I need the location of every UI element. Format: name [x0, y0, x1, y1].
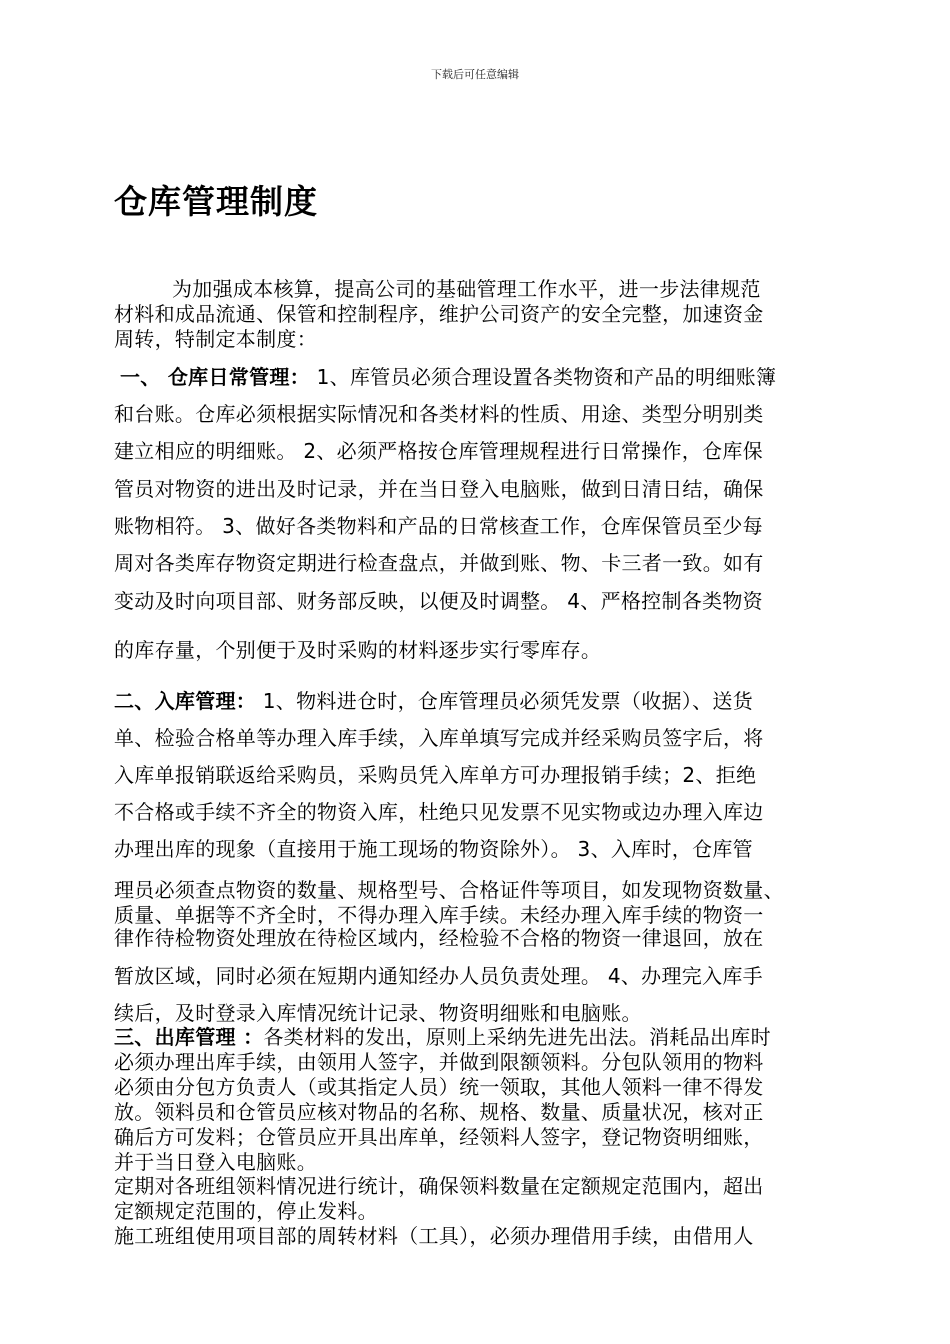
paragraph-line: 不合格或手续不齐全的物资入库，杜绝只见发票不见实物或边办理入库边	[114, 800, 764, 824]
paragraph-text: 各类材料的发出，原则上采纳先进先出法。消耗品出库时	[263, 1025, 771, 1049]
paragraph-line: 施工班组使用项目部的周转材料（工具），必须办理借用手续，由借用人	[114, 1224, 754, 1248]
paragraph-line: 质量、单据等不齐全时，不得办理入库手续。未经办理入库手续的物资一	[114, 903, 764, 927]
paragraph-line: 放。领料员和仓管员应核对物品的名称、规格、数量、质量状况，核对正	[114, 1100, 764, 1124]
paragraph-line: 变动及时向项目部、财务部反映，以便及时调整。 4、严格控制各类物资	[114, 589, 763, 613]
paragraph-line: 定额规定范围的，停止发料。	[114, 1199, 378, 1223]
paragraph-line: 建立相应的明细账。 2、必须严格按仓库管理规程进行日常操作，仓库保	[114, 439, 763, 463]
paragraph-line: 管员对物资的进出及时记录，并在当日登入电脑账，做到日清日结，确保	[114, 477, 764, 501]
paragraph-line: 必须办理出库手续，由领用人签字，并做到限额领料。分包队领用的物料	[114, 1050, 764, 1074]
paragraph-line: 理员必须查点物资的数量、规格型号、合格证件等项目，如发现物资数量、	[114, 878, 784, 902]
section-line	[120, 361, 776, 390]
document-title: 仓库管理制度	[114, 182, 318, 221]
section-heading: 二、入库管理：	[114, 689, 257, 713]
section-line	[114, 685, 753, 714]
paragraph-text: 1、库管员必须合理设置各类物资和产品的明细账簿	[316, 365, 777, 389]
header-note: 下载后可任意编辑	[431, 68, 519, 81]
paragraph-line: 续后，及时登录入库情况统计记录、物资明细账和电脑账。	[114, 1001, 642, 1025]
paragraph-line: 和台账。仓库必须根据实际情况和各类材料的性质、用途、类型分明别类	[114, 402, 764, 426]
paragraph-line: 确后方可发料；仓管员应开具出库单，经领料人签字，登记物资明细账，	[114, 1125, 764, 1149]
paragraph-line: 为加强成本核算，提高公司的基础管理工作水平，进一步法律规范	[172, 277, 761, 301]
paragraph-line: 暂放区域，同时必须在短期内通知经办人员负责处理。 4、办理完入库手	[114, 964, 763, 988]
paragraph-line: 入库单报销联返给采购员，采购员凭入库单方可办理报销手续；2、拒绝	[114, 763, 757, 787]
paragraph-line: 必须由分包方负责人（或其指定人员）统一领取，其他人领料一律不得发	[114, 1075, 764, 1099]
paragraph-line: 并于当日登入电脑账。	[114, 1150, 317, 1174]
paragraph-line: 定期对各班组领料情况进行统计，确保领料数量在定额规定范围内，超出	[114, 1174, 764, 1198]
paragraph-line: 周转，特制定本制度：	[114, 327, 317, 351]
paragraph-text: 1、物料进仓时，仓库管理员必须凭发票（收据）、送货	[262, 689, 754, 713]
paragraph-line: 单、检验合格单等办理入库手续，入库单填写完成并经采购员签字后，将	[114, 726, 764, 750]
paragraph-line: 材料和成品流通、保管和控制程序，维护公司资产的安全完整，加速资金	[114, 302, 764, 326]
paragraph-line: 账物相符。 3、做好各类物料和产品的日常核查工作，仓库保管员至少每	[114, 514, 763, 538]
section-heading: 三、出库管理 ：	[114, 1025, 264, 1049]
paragraph-line: 办理出库的现象（直接用于施工现场的物资除外）。 3、入库时，仓库管	[114, 837, 753, 861]
paragraph-line: 的库存量，个别便于及时采购的材料逐步实行零库存。	[114, 638, 602, 662]
paragraph-line: 周对各类库存物资定期进行检查盘点，并做到账、物、卡三者一致。如有	[114, 551, 764, 575]
paragraph-line: 律作待检物资处理放在待检区域内，经检验不合格的物资一律退回，放在	[114, 926, 764, 950]
section-heading: 一、 仓库日常管理：	[120, 365, 310, 389]
